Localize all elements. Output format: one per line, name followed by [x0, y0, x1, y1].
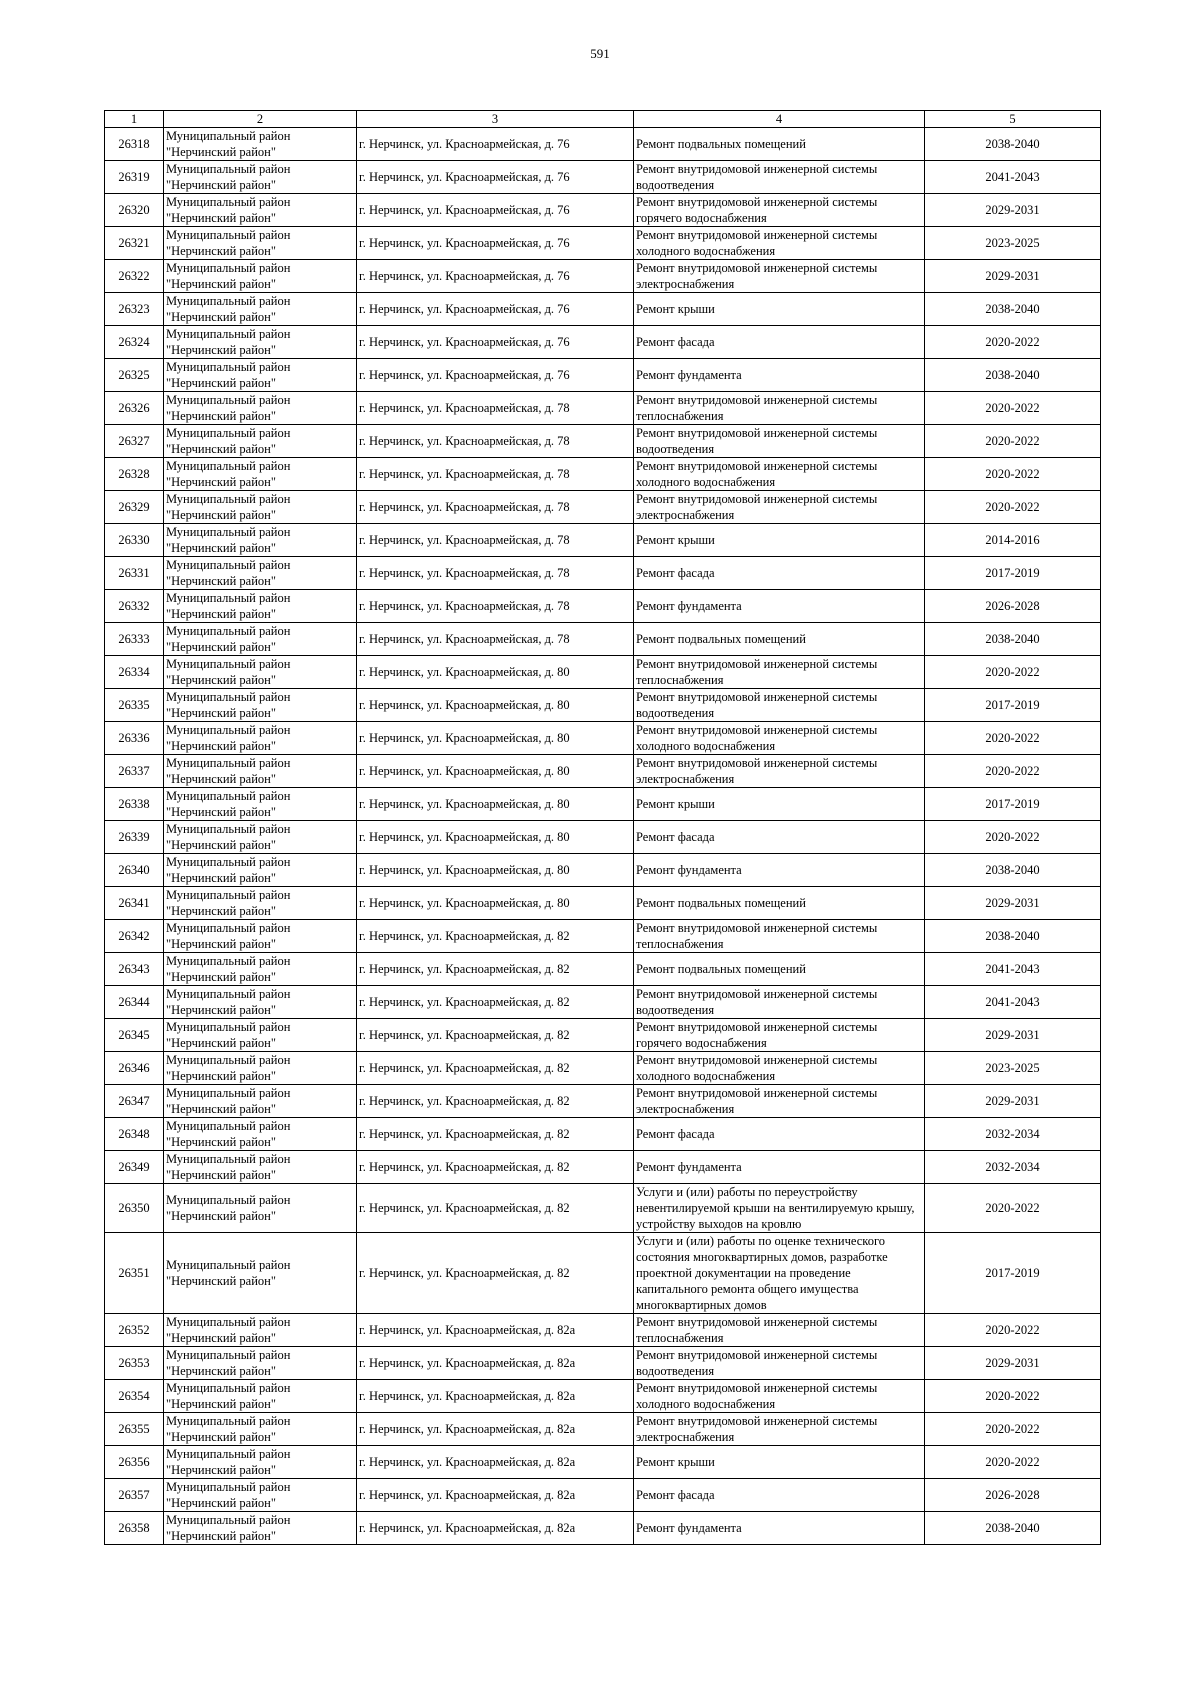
work-type-cell: Ремонт фундамента: [634, 1512, 925, 1545]
municipality-cell: Муниципальный район "Нерчинский район": [164, 491, 357, 524]
row-number-cell: 26321: [105, 227, 164, 260]
table-row: [105, 1380, 1101, 1413]
municipality-cell: Муниципальный район "Нерчинский район": [164, 326, 357, 359]
municipality-cell: Муниципальный район "Нерчинский район": [164, 1184, 357, 1233]
period-cell: 2038-2040: [925, 1512, 1101, 1545]
row-number-cell: 26330: [105, 524, 164, 557]
work-type-cell: Услуги и (или) работы по оценке технического состояния многоквартирных домов, разработке проектной документации на проведение капитального ремонта общего имущества многоквартирных домов: [634, 1233, 925, 1314]
address-cell: г. Нерчинск, ул. Красноармейская, д. 76: [357, 260, 634, 293]
period-cell: 2020-2022: [925, 821, 1101, 854]
municipality-cell: Муниципальный район "Нерчинский район": [164, 788, 357, 821]
municipality-cell: Муниципальный район "Нерчинский район": [164, 689, 357, 722]
row-number-cell: 26342: [105, 920, 164, 953]
table-row: [105, 557, 1101, 590]
municipality-cell: Муниципальный район "Нерчинский район": [164, 1413, 357, 1446]
row-number-cell: 26328: [105, 458, 164, 491]
table-row: [105, 227, 1101, 260]
table-row: [105, 1479, 1101, 1512]
row-number-cell: 26332: [105, 590, 164, 623]
table-row: [105, 986, 1101, 1019]
period-cell: 2023-2025: [925, 227, 1101, 260]
address-cell: г. Нерчинск, ул. Красноармейская, д. 78: [357, 491, 634, 524]
row-number-cell: 26344: [105, 986, 164, 1019]
table-row: [105, 887, 1101, 920]
work-type-cell: Ремонт внутридомовой инженерной системы электроснабжения: [634, 1413, 925, 1446]
column-header-2: 2: [164, 111, 357, 128]
work-type-cell: Ремонт внутридомовой инженерной системы теплоснабжения: [634, 920, 925, 953]
work-type-cell: Ремонт внутридомовой инженерной системы водоотведения: [634, 986, 925, 1019]
address-cell: г. Нерчинск, ул. Красноармейская, д. 80: [357, 755, 634, 788]
municipality-cell: Муниципальный район "Нерчинский район": [164, 590, 357, 623]
municipality-cell: Муниципальный район "Нерчинский район": [164, 293, 357, 326]
municipality-cell: Муниципальный район "Нерчинский район": [164, 458, 357, 491]
row-number-cell: 26320: [105, 194, 164, 227]
municipality-cell: Муниципальный район "Нерчинский район": [164, 128, 357, 161]
work-type-cell: Ремонт внутридомовой инженерной системы холодного водоснабжения: [634, 227, 925, 260]
table-row: [105, 689, 1101, 722]
municipality-cell: Муниципальный район "Нерчинский район": [164, 1118, 357, 1151]
municipality-cell: Муниципальный район "Нерчинский район": [164, 524, 357, 557]
column-header-5: 5: [925, 111, 1101, 128]
row-number-cell: 26358: [105, 1512, 164, 1545]
period-cell: 2020-2022: [925, 656, 1101, 689]
municipality-cell: Муниципальный район "Нерчинский район": [164, 1347, 357, 1380]
row-number-cell: 26353: [105, 1347, 164, 1380]
address-cell: г. Нерчинск, ул. Красноармейская, д. 82: [357, 986, 634, 1019]
address-cell: г. Нерчинск, ул. Красноармейская, д. 76: [357, 293, 634, 326]
address-cell: г. Нерчинск, ул. Красноармейская, д. 80: [357, 722, 634, 755]
work-type-cell: Ремонт внутридомовой инженерной системы электроснабжения: [634, 260, 925, 293]
address-cell: г. Нерчинск, ул. Красноармейская, д. 80: [357, 788, 634, 821]
period-cell: 2038-2040: [925, 920, 1101, 953]
table-row: [105, 128, 1101, 161]
table-body: [105, 128, 1101, 1545]
period-cell: 2038-2040: [925, 854, 1101, 887]
table-row: [105, 755, 1101, 788]
period-cell: 2020-2022: [925, 326, 1101, 359]
period-cell: 2017-2019: [925, 1233, 1101, 1314]
row-number-cell: 26341: [105, 887, 164, 920]
period-cell: 2038-2040: [925, 128, 1101, 161]
row-number-cell: 26333: [105, 623, 164, 656]
row-number-cell: 26326: [105, 392, 164, 425]
period-cell: 2026-2028: [925, 590, 1101, 623]
period-cell: 2026-2028: [925, 1479, 1101, 1512]
address-cell: г. Нерчинск, ул. Красноармейская, д. 78: [357, 524, 634, 557]
address-cell: г. Нерчинск, ул. Красноармейская, д. 82: [357, 1019, 634, 1052]
municipality-cell: Муниципальный район "Нерчинский район": [164, 1446, 357, 1479]
work-type-cell: Ремонт фасада: [634, 326, 925, 359]
address-cell: г. Нерчинск, ул. Красноармейская, д. 82: [357, 920, 634, 953]
row-number-cell: 26350: [105, 1184, 164, 1233]
period-cell: 2029-2031: [925, 260, 1101, 293]
address-cell: г. Нерчинск, ул. Красноармейская, д. 78: [357, 590, 634, 623]
work-type-cell: Ремонт внутридомовой инженерной системы теплоснабжения: [634, 392, 925, 425]
address-cell: г. Нерчинск, ул. Красноармейская, д. 82а: [357, 1479, 634, 1512]
row-number-cell: 26352: [105, 1314, 164, 1347]
work-type-cell: Ремонт внутридомовой инженерной системы электроснабжения: [634, 755, 925, 788]
work-type-cell: Ремонт фасада: [634, 1479, 925, 1512]
row-number-cell: 26340: [105, 854, 164, 887]
municipality-cell: Муниципальный район "Нерчинский район": [164, 887, 357, 920]
period-cell: 2029-2031: [925, 1347, 1101, 1380]
period-cell: 2014-2016: [925, 524, 1101, 557]
work-type-cell: Ремонт внутридомовой инженерной системы водоотведения: [634, 425, 925, 458]
address-cell: г. Нерчинск, ул. Красноармейская, д. 82а: [357, 1413, 634, 1446]
period-cell: 2017-2019: [925, 689, 1101, 722]
municipality-cell: Муниципальный район "Нерчинский район": [164, 1151, 357, 1184]
work-type-cell: Ремонт крыши: [634, 524, 925, 557]
table-row: [105, 359, 1101, 392]
row-number-cell: 26319: [105, 161, 164, 194]
address-cell: г. Нерчинск, ул. Красноармейская, д. 78: [357, 392, 634, 425]
period-cell: 2038-2040: [925, 293, 1101, 326]
address-cell: г. Нерчинск, ул. Красноармейская, д. 80: [357, 821, 634, 854]
work-type-cell: Ремонт внутридомовой инженерной системы холодного водоснабжения: [634, 1380, 925, 1413]
work-type-cell: Ремонт крыши: [634, 293, 925, 326]
municipality-cell: Муниципальный район "Нерчинский район": [164, 557, 357, 590]
table-row: [105, 293, 1101, 326]
municipality-cell: Муниципальный район "Нерчинский район": [164, 1314, 357, 1347]
work-type-cell: Ремонт фасада: [634, 557, 925, 590]
period-cell: 2020-2022: [925, 722, 1101, 755]
table-row: [105, 821, 1101, 854]
municipality-cell: Муниципальный район "Нерчинский район": [164, 1233, 357, 1314]
period-cell: 2020-2022: [925, 425, 1101, 458]
work-type-cell: Ремонт внутридомовой инженерной системы горячего водоснабжения: [634, 194, 925, 227]
table-row: [105, 623, 1101, 656]
municipality-cell: Муниципальный район "Нерчинский район": [164, 1479, 357, 1512]
row-number-cell: 26354: [105, 1380, 164, 1413]
address-cell: г. Нерчинск, ул. Красноармейская, д. 80: [357, 689, 634, 722]
address-cell: г. Нерчинск, ул. Красноармейская, д. 76: [357, 128, 634, 161]
table-row: [105, 425, 1101, 458]
period-cell: 2029-2031: [925, 1085, 1101, 1118]
address-cell: г. Нерчинск, ул. Красноармейская, д. 82а: [357, 1446, 634, 1479]
row-number-cell: 26348: [105, 1118, 164, 1151]
municipality-cell: Муниципальный район "Нерчинский район": [164, 920, 357, 953]
table-row: [105, 1019, 1101, 1052]
page-number: 591: [590, 46, 610, 61]
table-row: [105, 1233, 1101, 1314]
table-row: [105, 920, 1101, 953]
row-number-cell: 26334: [105, 656, 164, 689]
row-number-cell: 26346: [105, 1052, 164, 1085]
address-cell: г. Нерчинск, ул. Красноармейская, д. 82а: [357, 1314, 634, 1347]
period-cell: 2029-2031: [925, 194, 1101, 227]
table-row: [105, 656, 1101, 689]
table-row: [105, 722, 1101, 755]
period-cell: 2038-2040: [925, 623, 1101, 656]
municipality-cell: Муниципальный район "Нерчинский район": [164, 986, 357, 1019]
address-cell: г. Нерчинск, ул. Красноармейская, д. 78: [357, 623, 634, 656]
row-number-cell: 26336: [105, 722, 164, 755]
period-cell: 2032-2034: [925, 1118, 1101, 1151]
period-cell: 2020-2022: [925, 1413, 1101, 1446]
address-cell: г. Нерчинск, ул. Красноармейская, д. 82: [357, 1118, 634, 1151]
table-row: [105, 1118, 1101, 1151]
municipality-cell: Муниципальный район "Нерчинский район": [164, 755, 357, 788]
address-cell: г. Нерчинск, ул. Красноармейская, д. 76: [357, 161, 634, 194]
row-number-cell: 26335: [105, 689, 164, 722]
table-row: [105, 458, 1101, 491]
row-number-cell: 26339: [105, 821, 164, 854]
column-header-4: 4: [634, 111, 925, 128]
row-number-cell: 26343: [105, 953, 164, 986]
period-cell: 2017-2019: [925, 788, 1101, 821]
row-number-cell: 26351: [105, 1233, 164, 1314]
address-cell: г. Нерчинск, ул. Красноармейская, д. 82: [357, 1151, 634, 1184]
municipality-cell: Муниципальный район "Нерчинский район": [164, 194, 357, 227]
address-cell: г. Нерчинск, ул. Красноармейская, д. 82а: [357, 1512, 634, 1545]
work-type-cell: Ремонт внутридомовой инженерной системы электроснабжения: [634, 1085, 925, 1118]
table-row: [105, 326, 1101, 359]
municipality-cell: Муниципальный район "Нерчинский район": [164, 1052, 357, 1085]
row-number-cell: 26338: [105, 788, 164, 821]
address-cell: г. Нерчинск, ул. Красноармейская, д. 82а: [357, 1347, 634, 1380]
row-number-cell: 26325: [105, 359, 164, 392]
municipality-cell: Муниципальный район "Нерчинский район": [164, 656, 357, 689]
address-cell: г. Нерчинск, ул. Красноармейская, д. 82: [357, 1052, 634, 1085]
work-type-cell: Ремонт внутридомовой инженерной системы горячего водоснабжения: [634, 1019, 925, 1052]
table-row: [105, 1446, 1101, 1479]
column-header-3: 3: [357, 111, 634, 128]
work-type-cell: Ремонт фундамента: [634, 854, 925, 887]
row-number-cell: 26329: [105, 491, 164, 524]
work-type-cell: Ремонт внутридомовой инженерной системы водоотведения: [634, 689, 925, 722]
period-cell: 2041-2043: [925, 986, 1101, 1019]
period-cell: 2020-2022: [925, 1380, 1101, 1413]
table-row: [105, 1314, 1101, 1347]
row-number-cell: 26318: [105, 128, 164, 161]
work-type-cell: Ремонт внутридомовой инженерной системы водоотведения: [634, 1347, 925, 1380]
table-row: [105, 1184, 1101, 1233]
repair-schedule-table: [104, 110, 1101, 1545]
table-row: [105, 1151, 1101, 1184]
municipality-cell: Муниципальный район "Нерчинский район": [164, 1019, 357, 1052]
work-type-cell: Ремонт фундамента: [634, 359, 925, 392]
address-cell: г. Нерчинск, ул. Красноармейская, д. 82: [357, 1233, 634, 1314]
row-number-cell: 26345: [105, 1019, 164, 1052]
work-type-cell: Ремонт внутридомовой инженерной системы холодного водоснабжения: [634, 722, 925, 755]
address-cell: г. Нерчинск, ул. Красноармейская, д. 80: [357, 887, 634, 920]
period-cell: 2032-2034: [925, 1151, 1101, 1184]
period-cell: 2038-2040: [925, 359, 1101, 392]
work-type-cell: Услуги и (или) работы по переустройству невентилируемой крыши на вентилируемую крышу, устройству выходов на кровлю: [634, 1184, 925, 1233]
work-type-cell: Ремонт подвальных помещений: [634, 128, 925, 161]
address-cell: г. Нерчинск, ул. Красноармейская, д. 82: [357, 953, 634, 986]
table-row: [105, 1512, 1101, 1545]
work-type-cell: Ремонт внутридомовой инженерной системы водоотведения: [634, 161, 925, 194]
work-type-cell: Ремонт внутридомовой инженерной системы холодного водоснабжения: [634, 1052, 925, 1085]
work-type-cell: Ремонт внутридомовой инженерной системы теплоснабжения: [634, 656, 925, 689]
municipality-cell: Муниципальный район "Нерчинский район": [164, 1512, 357, 1545]
table-row: [105, 1347, 1101, 1380]
column-header-1: 1: [105, 111, 164, 128]
work-type-cell: Ремонт крыши: [634, 1446, 925, 1479]
table-row: [105, 788, 1101, 821]
period-cell: 2020-2022: [925, 755, 1101, 788]
table-row: [105, 953, 1101, 986]
municipality-cell: Муниципальный район "Нерчинский район": [164, 425, 357, 458]
work-type-cell: Ремонт внутридомовой инженерной системы электроснабжения: [634, 491, 925, 524]
row-number-cell: 26337: [105, 755, 164, 788]
municipality-cell: Муниципальный район "Нерчинский район": [164, 854, 357, 887]
work-type-cell: Ремонт фасада: [634, 821, 925, 854]
address-cell: г. Нерчинск, ул. Красноармейская, д. 76: [357, 359, 634, 392]
work-type-cell: Ремонт крыши: [634, 788, 925, 821]
table-header: [105, 111, 1101, 128]
header-row: [105, 111, 1101, 128]
period-cell: 2029-2031: [925, 887, 1101, 920]
address-cell: г. Нерчинск, ул. Красноармейская, д. 78: [357, 425, 634, 458]
period-cell: 2020-2022: [925, 491, 1101, 524]
row-number-cell: 26331: [105, 557, 164, 590]
address-cell: г. Нерчинск, ул. Красноармейская, д. 76: [357, 194, 634, 227]
address-cell: г. Нерчинск, ул. Красноармейская, д. 78: [357, 557, 634, 590]
row-number-cell: 26322: [105, 260, 164, 293]
row-number-cell: 26323: [105, 293, 164, 326]
row-number-cell: 26357: [105, 1479, 164, 1512]
address-cell: г. Нерчинск, ул. Красноармейская, д. 76: [357, 326, 634, 359]
table-row: [105, 1413, 1101, 1446]
address-cell: г. Нерчинск, ул. Красноармейская, д. 82: [357, 1085, 634, 1118]
table-row: [105, 524, 1101, 557]
work-type-cell: Ремонт фундамента: [634, 590, 925, 623]
municipality-cell: Муниципальный район "Нерчинский район": [164, 623, 357, 656]
work-type-cell: Ремонт внутридомовой инженерной системы теплоснабжения: [634, 1314, 925, 1347]
municipality-cell: Муниципальный район "Нерчинский район": [164, 260, 357, 293]
address-cell: г. Нерчинск, ул. Красноармейская, д. 78: [357, 458, 634, 491]
municipality-cell: Муниципальный район "Нерчинский район": [164, 1380, 357, 1413]
period-cell: 2020-2022: [925, 1314, 1101, 1347]
work-type-cell: Ремонт подвальных помещений: [634, 887, 925, 920]
table-row: [105, 392, 1101, 425]
work-type-cell: Ремонт фундамента: [634, 1151, 925, 1184]
period-cell: 2020-2022: [925, 392, 1101, 425]
table-row: [105, 194, 1101, 227]
work-type-cell: Ремонт фасада: [634, 1118, 925, 1151]
period-cell: 2020-2022: [925, 458, 1101, 491]
row-number-cell: 26347: [105, 1085, 164, 1118]
period-cell: 2020-2022: [925, 1446, 1101, 1479]
period-cell: 2041-2043: [925, 953, 1101, 986]
municipality-cell: Муниципальный район "Нерчинский район": [164, 821, 357, 854]
table-row: [105, 590, 1101, 623]
address-cell: г. Нерчинск, ул. Красноармейская, д. 76: [357, 227, 634, 260]
table-row: [105, 491, 1101, 524]
municipality-cell: Муниципальный район "Нерчинский район": [164, 722, 357, 755]
period-cell: 2017-2019: [925, 557, 1101, 590]
municipality-cell: Муниципальный район "Нерчинский район": [164, 161, 357, 194]
municipality-cell: Муниципальный район "Нерчинский район": [164, 1085, 357, 1118]
table-row: [105, 161, 1101, 194]
address-cell: г. Нерчинск, ул. Красноармейская, д. 82: [357, 1184, 634, 1233]
row-number-cell: 26356: [105, 1446, 164, 1479]
row-number-cell: 26324: [105, 326, 164, 359]
table-row: [105, 1085, 1101, 1118]
address-cell: г. Нерчинск, ул. Красноармейская, д. 82а: [357, 1380, 634, 1413]
row-number-cell: 26349: [105, 1151, 164, 1184]
table-row: [105, 854, 1101, 887]
work-type-cell: Ремонт подвальных помещений: [634, 953, 925, 986]
period-cell: 2029-2031: [925, 1019, 1101, 1052]
municipality-cell: Муниципальный район "Нерчинский район": [164, 392, 357, 425]
address-cell: г. Нерчинск, ул. Красноармейская, д. 80: [357, 656, 634, 689]
work-type-cell: Ремонт внутридомовой инженерной системы холодного водоснабжения: [634, 458, 925, 491]
municipality-cell: Муниципальный район "Нерчинский район": [164, 227, 357, 260]
table-row: [105, 1052, 1101, 1085]
table-row: [105, 260, 1101, 293]
row-number-cell: 26355: [105, 1413, 164, 1446]
municipality-cell: Муниципальный район "Нерчинский район": [164, 359, 357, 392]
period-cell: 2020-2022: [925, 1184, 1101, 1233]
address-cell: г. Нерчинск, ул. Красноармейская, д. 80: [357, 854, 634, 887]
municipality-cell: Муниципальный район "Нерчинский район": [164, 953, 357, 986]
period-cell: 2023-2025: [925, 1052, 1101, 1085]
period-cell: 2041-2043: [925, 161, 1101, 194]
work-type-cell: Ремонт подвальных помещений: [634, 623, 925, 656]
row-number-cell: 26327: [105, 425, 164, 458]
